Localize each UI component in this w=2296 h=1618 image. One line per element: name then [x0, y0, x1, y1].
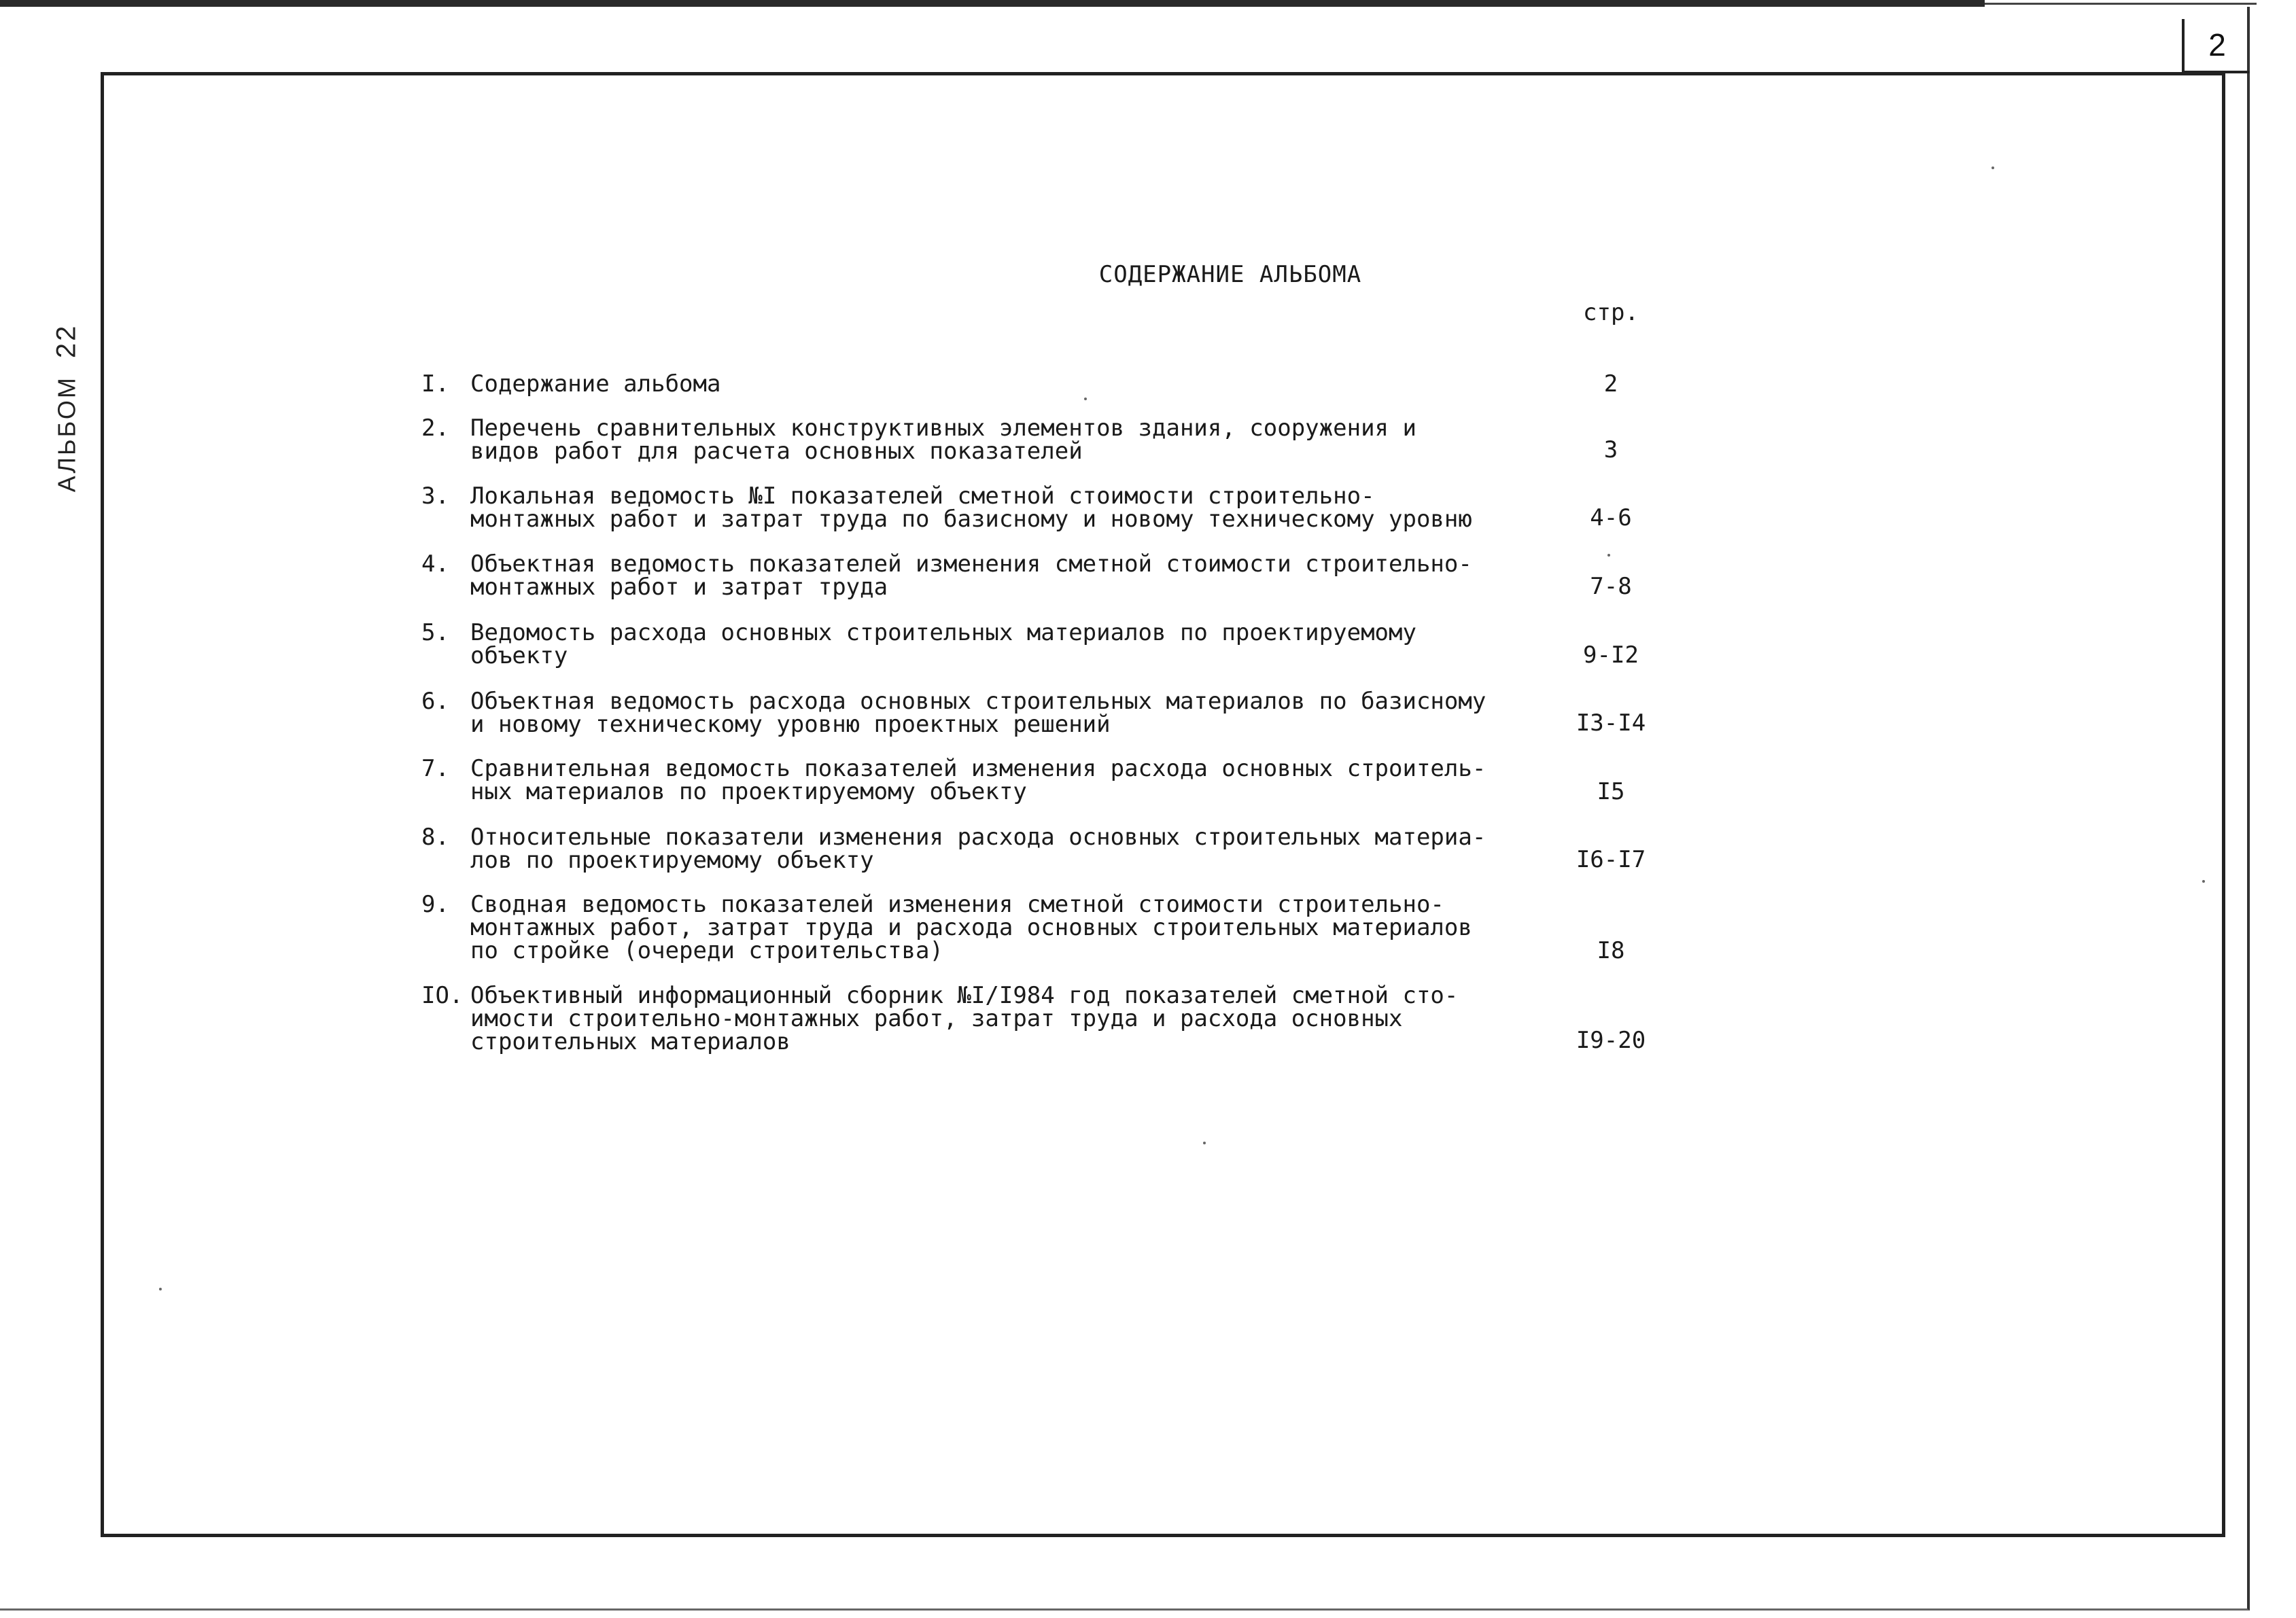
toc-entry-number: I. [421, 370, 449, 398]
toc-entry-line: Объектная ведомость показателей изменения сметной стоимости строительно- [470, 550, 1472, 578]
toc-entry [421, 893, 1509, 962]
toc-entry-page: 2 [1603, 370, 1618, 398]
toc-title: СОДЕРЖАНИЕ АЛЬБОМА [1098, 261, 1362, 288]
toc-entry-text [470, 417, 1509, 463]
toc-entry-line: лов по проектируемому объекту [470, 847, 874, 874]
toc-entry-text [470, 690, 1509, 736]
toc-entry [421, 984, 1509, 1053]
toc-entry-line: Ведомость расхода основных строительных материалов по проектируемому [470, 619, 1416, 646]
toc-entry-line: объекту [470, 642, 568, 669]
toc-entry-page: 9-I2 [1583, 641, 1639, 669]
toc-entry-text [470, 552, 1509, 599]
album-label: АЛЬБОМ [52, 375, 81, 492]
toc-entry [421, 757, 1509, 803]
toc-entry-number: 4. [421, 550, 449, 578]
toc-entry-number: 8. [421, 824, 449, 851]
toc-entry-page: I9-20 [1576, 1027, 1646, 1054]
toc-entry-line: Сводная ведомость показателей изменения сметной стоимости строительно- [470, 891, 1444, 918]
scan-speck [1203, 1142, 1206, 1144]
toc-entry-page: I6-I7 [1576, 846, 1646, 873]
toc-entry-line: Объектная ведомость расхода основных строительных материалов по базисному [470, 688, 1486, 715]
toc-entry-page: 7-8 [1590, 573, 1632, 600]
toc-entry-page: I3-I4 [1576, 709, 1646, 737]
toc-entry-line: монтажных работ, затрат труда и расхода основных строительных материалов [470, 914, 1472, 941]
toc-entry-text [470, 826, 1509, 872]
scan-speck [159, 1288, 162, 1290]
toc-entry-number: 6. [421, 688, 449, 715]
toc-entry-line: монтажных работ и затрат труда [470, 574, 888, 601]
toc-entry-text [470, 984, 1509, 1053]
toc-entry-line: Перечень сравнительных конструктивных элементов здания, сооружения и [470, 415, 1416, 442]
toc-entry [421, 482, 1509, 533]
toc-entry-text [470, 621, 1509, 667]
toc-entry-page: I5 [1597, 778, 1625, 805]
toc-entry [421, 552, 1509, 599]
toc-entry-line: видов работ для расчета основных показателей [470, 438, 1083, 465]
page-column-header: стр. [1583, 299, 1639, 326]
toc-entry-line: ных материалов по проектируемому объекту [470, 778, 1027, 805]
page-number-box [2182, 19, 2250, 73]
toc-entry-line: Относительные показатели изменения расхода основных строительных материа- [470, 824, 1486, 851]
toc-entry-line: по стройке (очереди строительства) [470, 937, 943, 964]
toc-entry-page: I8 [1597, 937, 1625, 964]
toc-entry-number: IO. [421, 982, 464, 1009]
sheet-frame [101, 72, 2225, 1537]
toc-entry-page: 3 [1603, 436, 1618, 463]
toc-entry-number: 5. [421, 619, 449, 646]
toc-entry-number: 7. [421, 755, 449, 782]
toc-entry [421, 417, 1509, 463]
toc-entry-line: и новому техническому уровню проектных решений [470, 711, 1111, 738]
toc-entry-line: монтажных работ и затрат труда по базисному и новому техническому уровню [470, 506, 1472, 533]
scan-speck [1991, 166, 1994, 169]
toc-entry-text [470, 482, 1509, 533]
page-number: 2 [2208, 27, 2226, 63]
toc-entry-line: Объективный информационный сборник №I/I984 год показателей сметной сто- [470, 982, 1459, 1009]
toc-entry-line: Сравнительная ведомость показателей изменения расхода основных строитель- [470, 755, 1486, 782]
toc-entry-page: 4-6 [1590, 504, 1632, 531]
toc-entry-number: 2. [421, 415, 449, 442]
scan-speck [2202, 880, 2205, 883]
toc-entry-text [470, 757, 1509, 803]
top-border-rule-thin [1985, 3, 2257, 5]
toc-entry-text [470, 893, 1509, 962]
toc-entry-text [470, 370, 1509, 398]
album-side-label [39, 319, 94, 496]
toc-entry-line: имости строительно-монтажных работ, затрат труда и расхода основных [470, 1005, 1403, 1032]
toc-entry-number: 3. [421, 482, 449, 510]
scan-speck [1607, 554, 1610, 557]
toc-entry-number: 9. [421, 891, 449, 918]
toc-entry [421, 621, 1509, 667]
top-border-rule [0, 0, 1985, 7]
toc-entry-line: Локальная ведомость №I показателей сметной стоимости строительно- [470, 482, 1375, 510]
toc-entry [421, 826, 1509, 872]
toc-entry [421, 690, 1509, 736]
album-number: 22 [51, 323, 82, 358]
toc-entry-line: Содержание альбома [470, 370, 721, 398]
toc-entry [421, 370, 1509, 398]
scan-speck [1084, 398, 1087, 400]
toc-entry-line: строительных материалов [470, 1028, 790, 1055]
